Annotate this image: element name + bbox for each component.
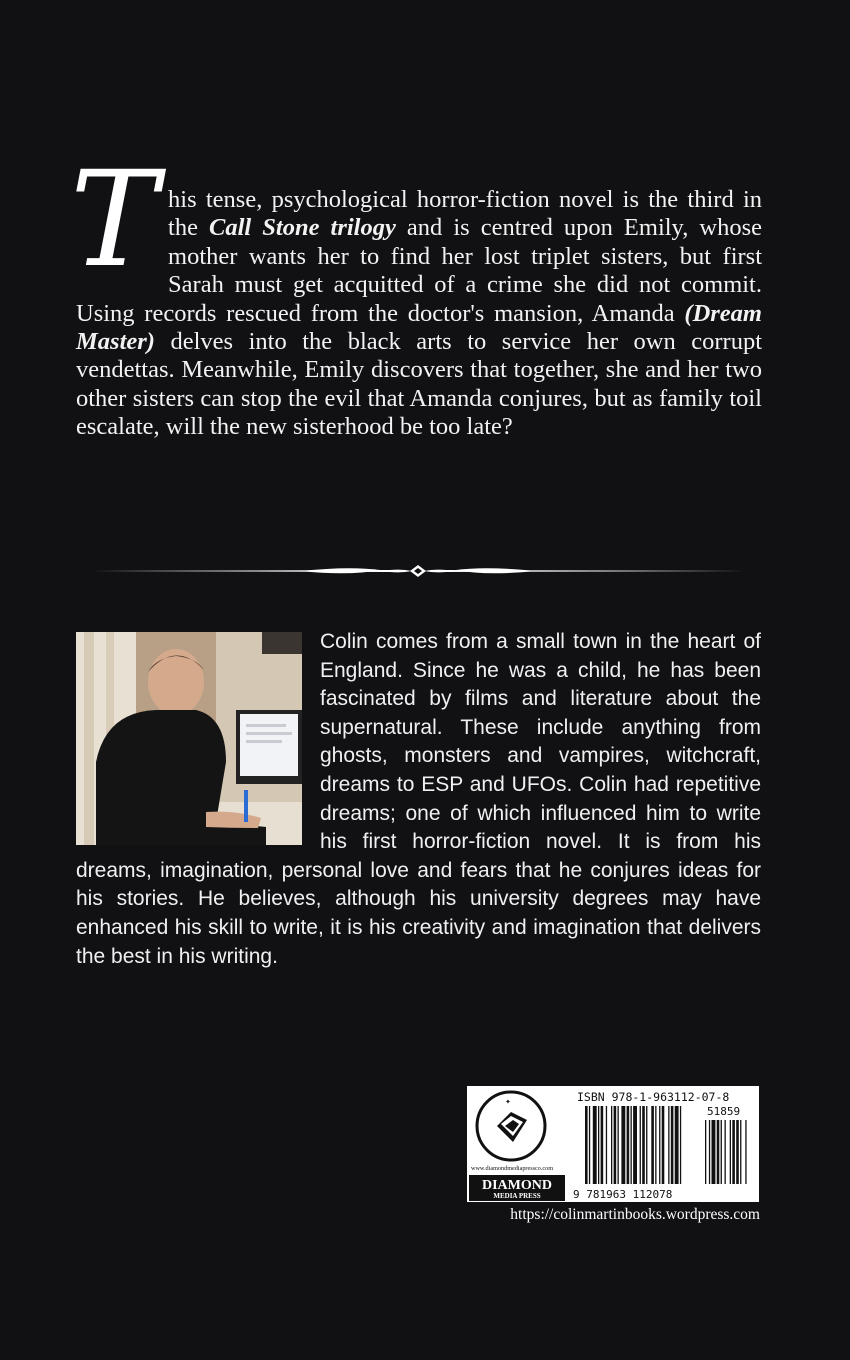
barcode-bar — [642, 1106, 645, 1184]
barcode-bar — [646, 1106, 647, 1184]
blurb-text-part1: his tense, psychological horror-fiction novel is the third in the — [168, 186, 762, 242]
barcode-panel — [467, 1086, 759, 1202]
publisher-url: www.diamondmediapressco.com — [471, 1165, 554, 1172]
addon-bar — [712, 1120, 716, 1184]
publisher-name-sub: MEDIA PRESS — [493, 1192, 541, 1200]
addon-bar — [736, 1120, 739, 1184]
barcode-bar — [627, 1106, 630, 1184]
addon-bar — [730, 1120, 731, 1184]
author-section — [76, 628, 761, 971]
series-title: Call Stone trilogy — [209, 214, 396, 242]
addon-bar — [709, 1120, 710, 1184]
book-blurb — [70, 143, 762, 442]
blurb-text-part3: delves into the black arts to service her own corrupt vendettas. Meanwhile, Emily discovers that together, she and her two other sisters can stop the evil that Amanda conjures, but as family toil escalate, will the new sisterhood be too late? — [76, 328, 762, 441]
barcode-graphic — [467, 1086, 759, 1202]
barcode-number: 9 781963 112078 — [573, 1188, 673, 1201]
barcode-bar — [614, 1106, 617, 1184]
addon-bar — [717, 1120, 720, 1184]
price-code: 51859 — [707, 1105, 741, 1118]
barcode-bar — [659, 1106, 660, 1184]
barcode-bar — [640, 1106, 641, 1184]
barcode-bar — [621, 1106, 625, 1184]
addon-bar — [745, 1120, 746, 1184]
barcode-bar — [655, 1106, 656, 1184]
barcode-bar — [593, 1106, 597, 1184]
barcode-bar — [611, 1106, 612, 1184]
barcode-bar — [618, 1106, 619, 1184]
blurb-text-part2: and is centred upon Emily, whose mother wants her to find her lost triplet sisters, but first Sarah must get acquitted of a crime she did not commit. Using records rescued from the doctor's mansion, Amanda — [76, 214, 762, 327]
barcode-bar — [675, 1106, 679, 1184]
addon-bar — [725, 1120, 726, 1184]
publisher-name: DIAMOND — [482, 1178, 552, 1193]
svg-text:✦: ✦ — [505, 1098, 511, 1106]
barcode-bar — [680, 1106, 681, 1184]
author-bio-text: Colin comes from a small town in the heart of England. Since he was a child, he has been fascinated by films and literature about the supernatural. These include anything from ghosts, monsters and vampires, witchcraft, dreams to ESP and UFOs. Colin had repetitive dreams; one of which influenced him to write his first horror-fiction novel. It is from his dreams, imagination, personal love and fears that he conjures ideas for his stories. He believes, although his university degrees may have enhanced his skill to write, it is his creativity and imagination that delivers the best in his writing. — [76, 630, 761, 968]
barcode-bar — [671, 1106, 674, 1184]
addon-bar — [721, 1120, 722, 1184]
barcode-bar — [668, 1106, 669, 1184]
barcode-bar — [631, 1106, 632, 1184]
addon-bar — [705, 1120, 706, 1184]
ornamental-divider — [90, 560, 746, 582]
author-website[interactable]: https://colinmartinbooks.wordpress.com — [510, 1206, 760, 1223]
barcode-bar — [606, 1106, 607, 1184]
drop-cap-letter: T — [70, 143, 159, 297]
addon-bar — [732, 1120, 735, 1184]
barcode-bar — [585, 1106, 588, 1184]
author-photo — [76, 632, 302, 845]
barcode-bar — [651, 1106, 654, 1184]
previous-book-title: (Dream Master) — [76, 299, 762, 356]
barcode-bar — [601, 1106, 604, 1184]
barcode-bar — [589, 1106, 590, 1184]
barcode-bar — [662, 1106, 665, 1184]
addon-bar — [740, 1120, 741, 1184]
isbn-label: ISBN 978-1-963112-07-8 — [577, 1090, 730, 1104]
barcode-bar — [633, 1106, 637, 1184]
barcode-bar — [598, 1106, 599, 1184]
